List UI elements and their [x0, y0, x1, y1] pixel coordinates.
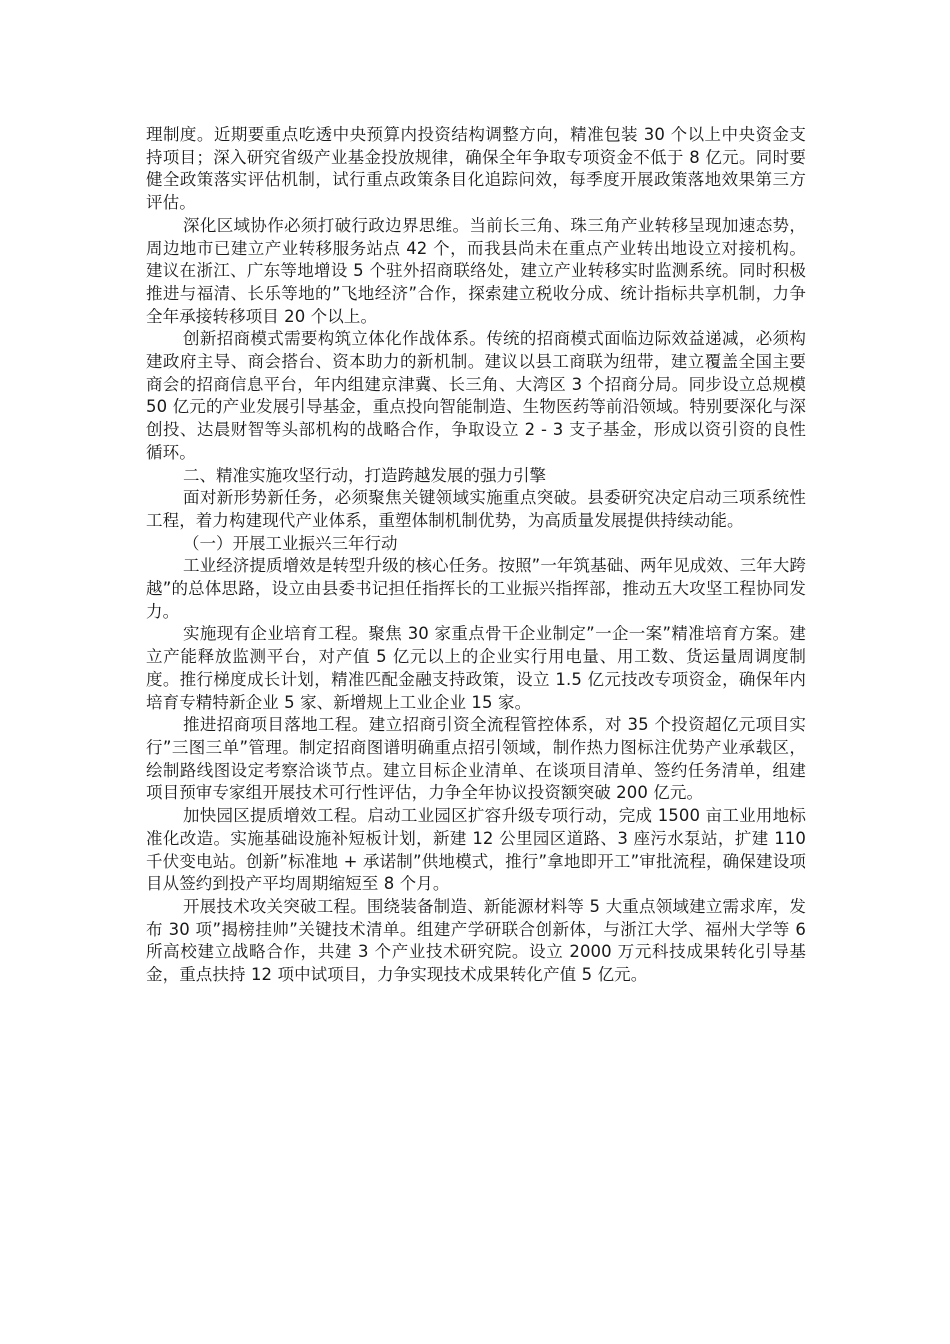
document-body [146, 124, 806, 987]
paragraph-park-upgrade: 加快园区提质增效工程。启动工业园区扩容升级专项行动，完成 1500 亩工业用地标准化改造。实施基础设施补短板计划，新建 12 公里园区道路、3 座污水泵站，扩建 110 千伏变电站。创新”标准地 + 承诺制”供地模式，推行”拿地即开工”审批流程，确保建设项目从签约到投产平均周期缩短至 8 个月。 [146, 806, 806, 894]
paragraph-enterprise-cultivation: 实施现有企业培育工程。聚焦 30 家重点骨干企业制定”一企一案”精准培育方案。建立产能释放监测平台，对产值 5 亿元以上的企业实行用电量、用工数、货运量周调度制度。推行梯度成长计划，精准匹配金融支持政策，设立 1.5 亿元技改专项资金，确保年内培育专精特新企业 5 家、新增规上工业企业 15 家。 [146, 624, 806, 712]
paragraph-project-landing: 推进招商项目落地工程。建立招商引资全流程管控体系，对 35 个投资超亿元项目实行”三图三单”管理。制定招商图谱明确重点招引领域，制作热力图标注优势产业承载区，绘制路线图设定考察洽谈节点。建立目标企业清单、在谈项目清单、签约任务清单，组建项目预审专家组开展技术可行性评估，力争全年协议投资额突破 200 亿元。 [146, 715, 806, 803]
paragraph-tech-breakthrough: 开展技术攻关突破工程。围绕装备制造、新能源材料等 5 大重点领域建立需求库，发布 30 项”揭榜挂帅”关键技术清单。组建产学研联合创新体，与浙江大学、福州大学等 6 所高校建立战略合作，共建 3 个产业技术研究院。设立 2000 万元科技成果转化引导基金，重点扶持 12 项中试项目，力争实现技术成果转化产值 5 亿元。 [146, 896, 806, 985]
section-heading-two: 二、精准实施攻坚行动，打造跨越发展的强力引擎 [183, 465, 546, 485]
subsection-heading-one: （一）开展工业振兴三年行动 [183, 533, 398, 553]
paragraph-policy-evaluation: 理制度。近期要重点吃透中央预算内投资结构调整方向，精准包装 30 个以上中央资金支持项目；深入研究省级产业基金投放规律，确保全年争取专项资金不低于 8 亿元。同时要健全政策落实评估机制，试行重点政策条目化追踪问效，每季度开展政策落地效果第三方评估。 [146, 125, 806, 213]
paragraph-investment-model: 创新招商模式需要构筑立体化作战体系。传统的招商模式面临边际效益递减，必须构建政府主导、商会搭台、资本助力的新机制。建议以县工商联为纽带，建立覆盖全国主要商会的招商信息平台，年内组建京津冀、长三角、大湾区 3 个招商分局。同步设立总规模 50 亿元的产业发展引导基金，重点投向智能制造、生物医药等前沿领域。特别要深化与深创投、达晨财智等头部机构的战略合作，争取设立 2 - 3 支子基金，形成以资引资的良性循环。 [146, 329, 806, 462]
paragraph-key-breakthrough: 面对新形势新任务，必须聚焦关键领域实施重点突破。县委研究决定启动三项系统性工程，着力构建现代产业体系，重塑体制机制优势，为高质量发展提供持续动能。 [146, 488, 806, 530]
paragraph-industrial-revival: 工业经济提质增效是转型升级的核心任务。按照”一年筑基础、两年见成效、三年大跨越”的总体思路，设立由县委书记担任指挥长的工业振兴指挥部，推动五大攻坚工程协同发力。 [146, 556, 806, 621]
paragraph-regional-cooperation: 深化区域协作必须打破行政边界思维。当前长三角、珠三角产业转移呈现加速态势，周边地市已建立产业转移服务站点 42 个，而我县尚未在重点产业转出地设立对接机构。建议在浙江、广东等地增设 5 个驻外招商联络处，建立产业转移实时监测系统。同时积极推进与福清、长乐等地的”飞地经济”合作，探索建立税收分成、统计指标共享机制，力争全年承接转移项目 20 个以上。 [146, 215, 806, 326]
